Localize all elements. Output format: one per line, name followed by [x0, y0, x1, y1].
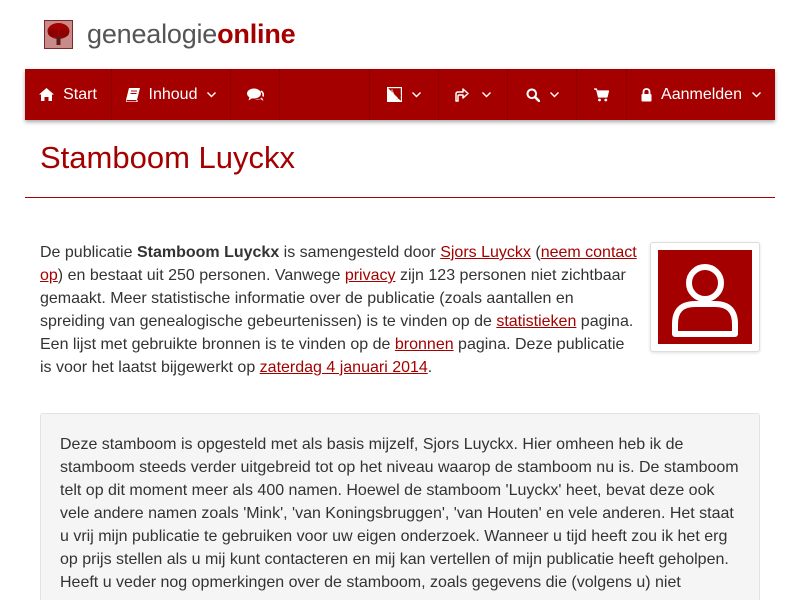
- description-text: Deze stamboom is opgesteld met als basis mijzelf, Sjors Luyckx. Hier omheen heb ik de stamboom steeds verder uitgebreid tot op het niveau waarop de stamboom nu is. De stamboom telt op dit moment meer als 400 namen. Hoewel de stamboom 'Luyckx' heet, bevat deze ook vele andere namen zoals 'Mink', 'van Koningsbruggen', 'van Houten' en vele anderen. Het staat u vrij mijn publicatie te gebruiken voor uw eigen onderzoek. Wanneer u tijd heeft zou ik het erg op prijs stellen als u mij kunt contacteren en mij kan vertellen of mijn publicatie heeft geholpen. Heeft u veder nog opmerkingen over de stamboom, zoals gegevens die (volgens u) niet: [60, 436, 739, 591]
- sources-link[interactable]: bronnen: [394, 336, 454, 353]
- nav-inhoud-label: Inhoud: [148, 85, 198, 103]
- last-updated-link[interactable]: zaterdag 4 januari 2014: [259, 359, 428, 376]
- nav-cart[interactable]: [577, 69, 627, 120]
- contact-link[interactable]: neem contact op: [40, 244, 637, 284]
- privacy-link[interactable]: privacy: [344, 267, 396, 284]
- tree-logo-icon[interactable]: [44, 20, 73, 49]
- nav-aanmelden-label: Aanmelden: [661, 85, 742, 103]
- intro-text-6: pagina. Een lijst met gebruikte bronnen is te vinden op de: [40, 313, 634, 353]
- nav-aanmelden[interactable]: [627, 69, 775, 120]
- publication-name: Stamboom Luyckx: [136, 244, 280, 261]
- chevron-down-icon: [550, 92, 559, 98]
- svg-text:文: 文: [395, 95, 402, 102]
- brand-part-1: genealogie: [87, 18, 218, 49]
- home-icon: [39, 88, 54, 101]
- chevron-down-icon: [482, 92, 491, 98]
- statistics-link[interactable]: statistieken: [496, 313, 577, 330]
- intro-text-3: (: [530, 244, 541, 261]
- nav-start[interactable]: [25, 69, 112, 120]
- cart-icon: [594, 88, 609, 102]
- nav-forum[interactable]: [231, 69, 280, 120]
- brand-part-2: online: [217, 18, 296, 49]
- publication-intro: [40, 241, 640, 379]
- intro-text-7: pagina. Deze publicatie is voor het laatst bijgewerkt op: [40, 336, 625, 376]
- site-brand[interactable]: [87, 19, 295, 50]
- nav-spacer: [280, 69, 370, 120]
- nav-language[interactable]: [370, 69, 439, 120]
- language-icon: [387, 87, 402, 102]
- intro-text-4: ) en bestaat uit 250 personen. Vanwege: [57, 267, 345, 284]
- user-silhouette-icon: [658, 250, 752, 344]
- author-link[interactable]: Sjors Luyckx: [440, 244, 531, 261]
- title-divider: [25, 197, 775, 198]
- chevron-down-icon: [412, 92, 421, 98]
- nav-start-label: Start: [63, 85, 97, 103]
- page-title: Stamboom Luyckx: [40, 140, 295, 175]
- comments-icon: [247, 88, 264, 102]
- lock-icon: [641, 88, 652, 102]
- author-avatar[interactable]: [650, 242, 760, 352]
- chevron-down-icon: [207, 92, 216, 98]
- intro-text-8: .: [427, 359, 433, 376]
- nav-inhoud[interactable]: [112, 69, 231, 120]
- chevron-down-icon: [752, 92, 761, 98]
- site-header: [44, 16, 295, 52]
- intro-text-1: De publicatie: [40, 244, 137, 261]
- nav-share[interactable]: [439, 69, 508, 120]
- nav-search[interactable]: [508, 69, 577, 120]
- intro-text-2: is samengesteld door: [279, 244, 441, 261]
- book-icon: [126, 88, 140, 102]
- search-icon: [526, 88, 540, 102]
- share-icon: [455, 88, 472, 102]
- main-navbar: [25, 69, 775, 120]
- svg-text:A: A: [390, 90, 395, 96]
- intro-text-5: zijn 123 personen niet zichtbaar gemaakt. Meer statistische informatie over de publicatie (zoals aantallen en spreiding van genealogische gebeurtenissen) is te vinden op de: [40, 267, 626, 330]
- publication-description: [40, 413, 760, 600]
